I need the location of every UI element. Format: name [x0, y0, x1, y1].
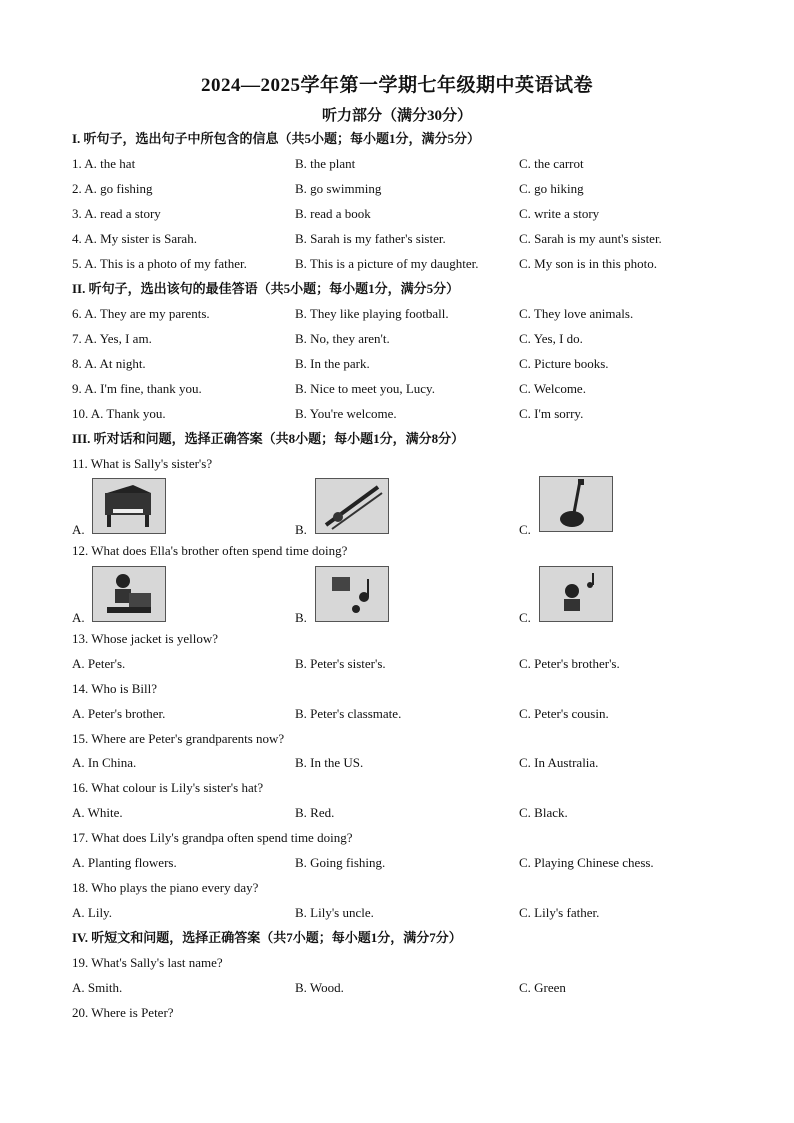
q17-option-b: B. Going fishing.	[295, 855, 386, 870]
music-notes-picture	[315, 566, 389, 622]
q3-option-a: 3. A. read a story	[72, 206, 161, 221]
q7-option-b: B. No, they aren't.	[295, 331, 390, 346]
q2-option-b: B. go swimming	[295, 181, 382, 196]
q6-option-b: B. They like playing football.	[295, 306, 449, 321]
q2-option-a: 2. A. go fishing	[72, 181, 153, 196]
section-2-heading: II. 听句子，选出该句的最佳答语（共5小题；每小题1分，满分5分）	[72, 281, 460, 296]
listening-part-title: 听力部分（满分30分）	[321, 108, 472, 124]
option-label-b: B.	[295, 610, 307, 625]
exam-title: 2024—2025学年第一学期七年级期中英语试卷	[200, 75, 593, 96]
singing-boy-picture	[539, 566, 613, 622]
q10-option-c: C. I'm sorry.	[519, 406, 584, 421]
section-1-heading: I. 听句子，选出句子中所包含的信息（共5小题；每小题1分，满分5分）	[72, 131, 481, 146]
q12-option-b	[295, 566, 415, 626]
q7-option-c: C. Yes, I do.	[519, 331, 583, 346]
q16-option-c: C. Black.	[519, 805, 568, 820]
question-13-text: 13. Whose jacket is yellow?	[72, 631, 218, 646]
reading-boy-picture	[92, 566, 166, 622]
q14-option-a: A. Peter's brother.	[72, 706, 166, 721]
q12-option-a	[72, 566, 192, 626]
q16-option-b: B. Red.	[295, 805, 335, 820]
q15-option-b: B. In the US.	[295, 755, 364, 770]
q18-option-a: A. Lily.	[72, 905, 112, 920]
q13-option-c: C. Peter's brother's.	[519, 656, 620, 671]
option-label-c: C.	[519, 522, 531, 537]
q14-option-c: C. Peter's cousin.	[519, 706, 609, 721]
question-16-text: 16. What colour is Lily's sister's hat?	[72, 780, 264, 795]
section-4-heading: IV. 听短文和问题，选择正确答案（共7小题；每小题1分，满分7分）	[72, 930, 462, 945]
q9-option-b: B. Nice to meet you, Lucy.	[295, 381, 435, 396]
q14-option-b: B. Peter's classmate.	[295, 706, 402, 721]
q8-option-b: B. In the park.	[295, 356, 370, 371]
q4-option-c: C. Sarah is my aunt's sister.	[519, 231, 662, 246]
guitar-picture	[539, 476, 613, 532]
q19-option-c: C. Green	[519, 980, 566, 995]
option-label-c: C.	[519, 610, 531, 625]
q18-option-c: C. Lily's father.	[519, 905, 600, 920]
q16-option-a: A. White.	[72, 805, 123, 820]
q11-option-b	[295, 478, 415, 538]
q12-option-c	[519, 566, 639, 626]
question-20-text: 20. Where is Peter?	[72, 1005, 174, 1020]
q11-option-a	[72, 478, 192, 538]
question-12-text: 12. What does Ella's brother often spend time doing?	[72, 543, 348, 558]
q5-option-b: B. This is a picture of my daughter.	[295, 256, 479, 271]
option-label-a: A.	[72, 522, 85, 537]
q18-option-b: B. Lily's uncle.	[295, 905, 374, 920]
q4-option-a: 4. A. My sister is Sarah.	[72, 231, 197, 246]
q13-option-a: A. Peter's.	[72, 656, 126, 671]
q11-option-c	[519, 478, 639, 538]
q1-option-c: C. the carrot	[519, 156, 584, 171]
q13-option-b: B. Peter's sister's.	[295, 656, 386, 671]
q8-option-a: 8. A. At night.	[72, 356, 146, 371]
q10-option-a: 10. A. Thank you.	[72, 406, 166, 421]
violin-bow-picture	[315, 478, 389, 534]
q5-option-c: C. My son is in this photo.	[519, 256, 657, 271]
q10-option-b: B. You're welcome.	[295, 406, 397, 421]
q1-option-b: B. the plant	[295, 156, 356, 171]
q3-option-b: B. read a book	[295, 206, 371, 221]
q15-option-a: A. In China.	[72, 755, 137, 770]
option-label-b: B.	[295, 522, 307, 537]
question-14-text: 14. Who is Bill?	[72, 681, 157, 696]
question-17-text: 17. What does Lily's grandpa often spend time doing?	[72, 830, 353, 845]
question-11-text: 11. What is Sally's sister's?	[72, 456, 213, 471]
question-15-text: 15. Where are Peter's grandparents now?	[72, 731, 285, 746]
q7-option-a: 7. A. Yes, I am.	[72, 331, 152, 346]
q4-option-b: B. Sarah is my father's sister.	[295, 231, 446, 246]
q6-option-a: 6. A. They are my parents.	[72, 306, 210, 321]
q2-option-c: C. go hiking	[519, 181, 584, 196]
q17-option-a: A. Planting flowers.	[72, 855, 177, 870]
piano-picture	[92, 478, 166, 534]
q8-option-c: C. Picture books.	[519, 356, 609, 371]
q9-option-c: C. Welcome.	[519, 381, 586, 396]
question-19-text: 19. What's Sally's last name?	[72, 955, 223, 970]
question-18-text: 18. Who plays the piano every day?	[72, 880, 259, 895]
section-3-heading: III. 听对话和问题，选择正确答案（共8小题；每小题1分，满分8分）	[72, 431, 465, 446]
q19-option-b: B. Wood.	[295, 980, 344, 995]
q1-option-a: 1. A. the hat	[72, 156, 136, 171]
q17-option-c: C. Playing Chinese chess.	[519, 855, 654, 870]
q15-option-c: C. In Australia.	[519, 755, 599, 770]
q6-option-c: C. They love animals.	[519, 306, 634, 321]
q9-option-a: 9. A. I'm fine, thank you.	[72, 381, 202, 396]
q5-option-a: 5. A. This is a photo of my father.	[72, 256, 247, 271]
q19-option-a: A. Smith.	[72, 980, 123, 995]
option-label-a: A.	[72, 610, 85, 625]
q3-option-c: C. write a story	[519, 206, 600, 221]
